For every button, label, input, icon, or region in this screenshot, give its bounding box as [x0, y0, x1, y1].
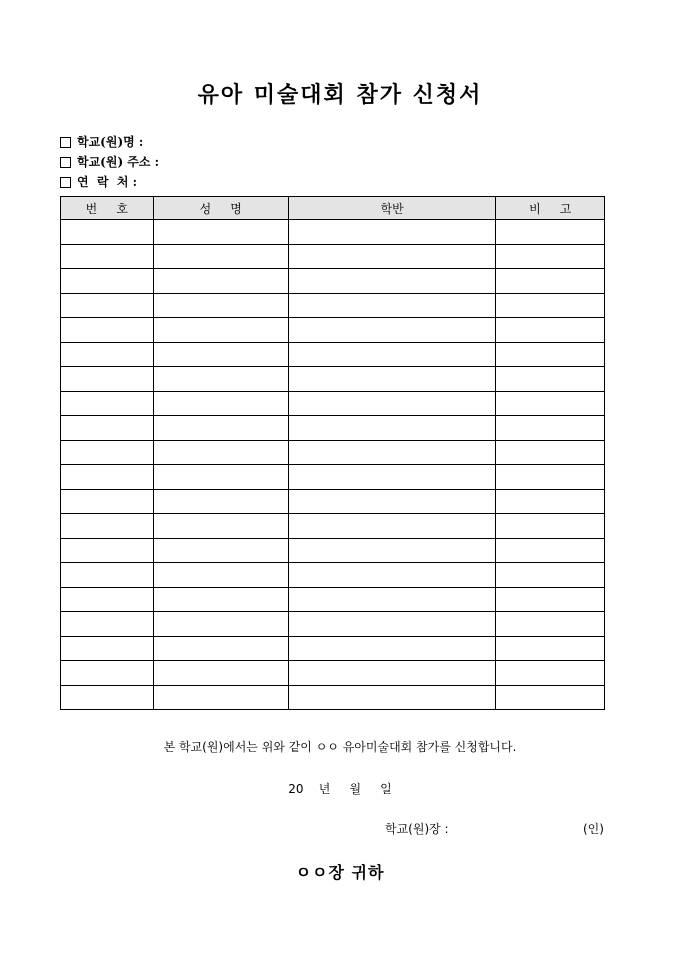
cell-name[interactable]: [153, 538, 288, 563]
table-row: [61, 685, 605, 710]
cell-class[interactable]: [288, 587, 496, 612]
cell-class[interactable]: [288, 342, 496, 367]
school-address-label: 학교(원) 주소 :: [77, 155, 160, 169]
table-row: [61, 563, 605, 588]
school-name-label: 학교(원)명 :: [77, 135, 144, 149]
cell-name[interactable]: [153, 489, 288, 514]
cell-number[interactable]: [61, 293, 154, 318]
cell-remarks[interactable]: [496, 416, 605, 441]
table-row: [61, 465, 605, 490]
cell-class[interactable]: [288, 367, 496, 392]
cell-remarks[interactable]: [496, 220, 605, 245]
cell-name[interactable]: [153, 220, 288, 245]
table-row: [61, 538, 605, 563]
cell-name[interactable]: [153, 514, 288, 539]
cell-remarks[interactable]: [496, 587, 605, 612]
header-name: 성 명: [153, 197, 288, 220]
cell-class[interactable]: [288, 465, 496, 490]
applicant-info: [60, 132, 159, 192]
table-row: [61, 440, 605, 465]
recipient: ㅇㅇ장 귀하: [295, 863, 385, 882]
header-class: 학반: [288, 197, 496, 220]
cell-name[interactable]: [153, 244, 288, 269]
cell-number[interactable]: [61, 416, 154, 441]
cell-class[interactable]: [288, 685, 496, 710]
cell-class[interactable]: [288, 318, 496, 343]
cell-number[interactable]: [61, 587, 154, 612]
cell-name[interactable]: [153, 318, 288, 343]
cell-class[interactable]: [288, 636, 496, 661]
checkbox-square-icon: [60, 157, 71, 168]
cell-remarks[interactable]: [496, 538, 605, 563]
cell-name[interactable]: [153, 440, 288, 465]
cell-remarks[interactable]: [496, 514, 605, 539]
cell-number[interactable]: [61, 244, 154, 269]
cell-number[interactable]: [61, 465, 154, 490]
cell-name[interactable]: [153, 636, 288, 661]
checkbox-square-icon: [60, 177, 71, 188]
cell-class[interactable]: [288, 416, 496, 441]
cell-remarks[interactable]: [496, 685, 605, 710]
cell-class[interactable]: [288, 220, 496, 245]
cell-name[interactable]: [153, 416, 288, 441]
cell-remarks[interactable]: [496, 636, 605, 661]
cell-name[interactable]: [153, 685, 288, 710]
cell-name[interactable]: [153, 661, 288, 686]
signature-label: 학교(원)장 :: [385, 822, 449, 836]
cell-remarks[interactable]: [496, 489, 605, 514]
cell-number[interactable]: [61, 318, 154, 343]
cell-remarks[interactable]: [496, 465, 605, 490]
date-line: 20 년 월 일: [288, 782, 392, 796]
cell-number[interactable]: [61, 220, 154, 245]
cell-remarks[interactable]: [496, 367, 605, 392]
cell-number[interactable]: [61, 342, 154, 367]
table-row: [61, 636, 605, 661]
cell-class[interactable]: [288, 269, 496, 294]
cell-number[interactable]: [61, 538, 154, 563]
cell-number[interactable]: [61, 489, 154, 514]
table-row: [61, 391, 605, 416]
table-row: [61, 318, 605, 343]
cell-class[interactable]: [288, 293, 496, 318]
cell-remarks[interactable]: [496, 244, 605, 269]
seal-mark: (인): [583, 822, 604, 836]
cell-number[interactable]: [61, 636, 154, 661]
school-name-line: [60, 132, 159, 152]
header-remarks: 비 고: [496, 197, 605, 220]
cell-class[interactable]: [288, 661, 496, 686]
cell-class[interactable]: [288, 440, 496, 465]
cell-number[interactable]: [61, 685, 154, 710]
table-row: [61, 244, 605, 269]
cell-class[interactable]: [288, 563, 496, 588]
cell-remarks[interactable]: [496, 293, 605, 318]
cell-name[interactable]: [153, 342, 288, 367]
cell-remarks[interactable]: [496, 440, 605, 465]
table-row: [61, 587, 605, 612]
document-title: 유아 미술대회 참가 신청서: [197, 82, 483, 108]
cell-number[interactable]: [61, 514, 154, 539]
cell-remarks[interactable]: [496, 563, 605, 588]
cell-remarks[interactable]: [496, 391, 605, 416]
table-row: [61, 293, 605, 318]
cell-number[interactable]: [61, 661, 154, 686]
cell-remarks[interactable]: [496, 342, 605, 367]
cell-remarks[interactable]: [496, 661, 605, 686]
school-address-line: [60, 152, 159, 172]
cell-remarks[interactable]: [496, 269, 605, 294]
application-statement: 본 학교(원)에서는 위와 같이 ㅇㅇ 유아미술대회 참가를 신청합니다.: [163, 740, 517, 754]
cell-number[interactable]: [61, 563, 154, 588]
cell-number[interactable]: [61, 440, 154, 465]
cell-class[interactable]: [288, 391, 496, 416]
table-row: [61, 661, 605, 686]
table-header-row: [61, 197, 605, 220]
cell-class[interactable]: [288, 612, 496, 637]
table-row: [61, 342, 605, 367]
checkbox-square-icon: [60, 137, 71, 148]
cell-class[interactable]: [288, 538, 496, 563]
cell-name[interactable]: [153, 391, 288, 416]
table-row: [61, 269, 605, 294]
cell-number[interactable]: [61, 269, 154, 294]
cell-name[interactable]: [153, 612, 288, 637]
cell-number[interactable]: [61, 612, 154, 637]
cell-class[interactable]: [288, 514, 496, 539]
cell-number[interactable]: [61, 391, 154, 416]
cell-name[interactable]: [153, 587, 288, 612]
cell-name[interactable]: [153, 563, 288, 588]
table-row: [61, 416, 605, 441]
table-body: [61, 220, 605, 710]
cell-class[interactable]: [288, 489, 496, 514]
table-row: [61, 367, 605, 392]
table-row: [61, 489, 605, 514]
cell-remarks[interactable]: [496, 612, 605, 637]
table-row: [61, 220, 605, 245]
table-row: [61, 514, 605, 539]
header-number: 번 호: [61, 197, 154, 220]
cell-name[interactable]: [153, 269, 288, 294]
cell-remarks[interactable]: [496, 318, 605, 343]
cell-class[interactable]: [288, 244, 496, 269]
cell-name[interactable]: [153, 293, 288, 318]
contact-label: 연 락 처 :: [77, 175, 138, 189]
contact-line: [60, 172, 159, 192]
table-row: [61, 612, 605, 637]
cell-name[interactable]: [153, 465, 288, 490]
participant-table: [60, 196, 605, 710]
cell-name[interactable]: [153, 367, 288, 392]
cell-number[interactable]: [61, 367, 154, 392]
